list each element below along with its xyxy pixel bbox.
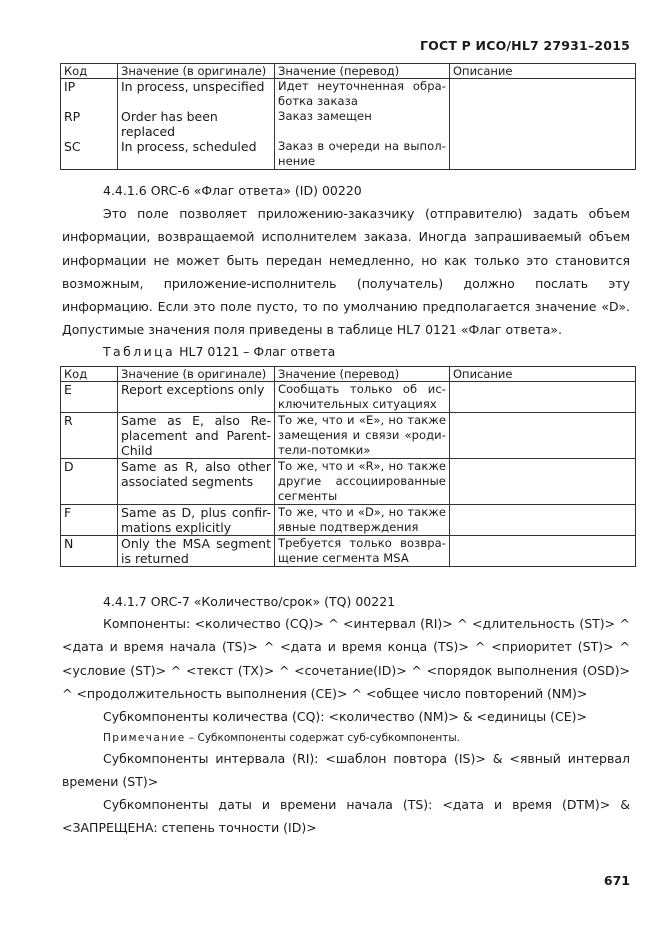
code-cell: R	[61, 413, 118, 459]
table-row	[61, 459, 636, 505]
table-row	[61, 413, 636, 459]
paragraph-start-time: Субкомпоненты даты и времени начала (TS): <дата и время (DTM)> & <ЗАПРЕЩЕНА: степень точности (ID)>	[62, 797, 630, 836]
translation-cell: То же, что и «D», но также явные подтверждения	[275, 505, 450, 536]
description-cell	[450, 139, 636, 170]
column-header: Значение (в оригинале)	[118, 64, 275, 79]
table-row	[61, 505, 636, 536]
code-cell: D	[61, 459, 118, 505]
original-cell: Same as R, also other associated segments	[118, 459, 275, 505]
column-header: Описание	[450, 367, 636, 382]
note-text: – Субкомпоненты содержат суб-субкомпоненты.	[185, 732, 460, 744]
paragraph: Это поле позволяет приложению-заказчику (отправителю) задать объем информации, возвращаемой исполнителем заказа. Иногда запрашиваемый объем информации не может быть передан немедленно, но как только это становится возможным, приложение-исполнитель (получатель) должно послать эту информацию. Если это поле пусто, то по умолчанию предполагается значение «D». Допустимые значения поля приведены в таблице HL7 0121 «Флаг ответа».	[62, 206, 630, 338]
document-header: ГОСТ Р ИСО/HL7 27931–2015	[420, 38, 630, 53]
code-cell: IP	[61, 79, 118, 110]
original-cell: Report exceptions only	[118, 382, 275, 413]
table-row	[61, 536, 636, 567]
translation-cell: Заказ замещен	[275, 109, 450, 139]
section-heading: 4.4.1.6 ORC-6 «Флаг ответа» (ID) 00220	[103, 183, 362, 198]
original-cell: In process, scheduled	[118, 139, 275, 170]
paragraph-interval: Субкомпоненты интервала (RI): <шаблон повтора (IS)> & <явный интервал времени (ST)>	[62, 751, 630, 790]
note	[103, 732, 460, 744]
column-header: Описание	[450, 64, 636, 79]
translation-cell: Требуется только возвра- щение сегмента MSA	[275, 536, 450, 567]
table-row	[61, 79, 636, 110]
description-cell	[450, 536, 636, 567]
description-cell	[450, 505, 636, 536]
response-flag-table	[60, 366, 636, 567]
description-cell	[450, 459, 636, 505]
table-row	[61, 382, 636, 413]
translation-cell: То же, что и «R», но также другие ассоциированные сегменты	[275, 459, 450, 505]
original-cell: Order has been replaced	[118, 109, 275, 139]
code-cell: N	[61, 536, 118, 567]
original-cell: Same as E, also Re- placement and Parent- Child	[118, 413, 275, 459]
table-caption	[103, 344, 335, 359]
table-row	[61, 109, 636, 139]
original-cell: Only the MSA segment is returned	[118, 536, 275, 567]
translation-cell: Сообщать только об ис- ключительных ситуациях	[275, 382, 450, 413]
caption-label: Таблица	[103, 344, 176, 359]
table-header-row	[61, 367, 636, 382]
paragraph-components: Компоненты: <количество (CQ)> ^ <интервал (RI)> ^ <длительность (ST)> ^ <дата и время начала (TS)> ^ <дата и время конца (TS)> ^ <приоритет (ST)> ^ <условие (ST)> ^ <текст (TX)> ^ <сочетание(ID)> ^ <порядок выполнения (OSD)> ^ <продолжительность выполнения (CE)> ^ <общее число повторений (NM)>	[62, 616, 630, 701]
description-cell	[450, 413, 636, 459]
description-cell	[450, 382, 636, 413]
page-number: 671	[603, 873, 630, 888]
description-cell	[450, 79, 636, 110]
translation-cell: То же, что и «E», но также замещения и связи «роди- тели-потомки»	[275, 413, 450, 459]
status-table	[60, 63, 636, 170]
column-header: Код	[61, 64, 118, 79]
code-cell: E	[61, 382, 118, 413]
table-row	[61, 139, 636, 170]
original-cell: In process, unspecified	[118, 79, 275, 110]
caption-text: HL7 0121 – Флаг ответа	[179, 344, 336, 359]
description-cell	[450, 109, 636, 139]
column-header: Значение (перевод)	[275, 367, 450, 382]
code-cell: F	[61, 505, 118, 536]
code-cell: RP	[61, 109, 118, 139]
translation-cell: Заказ в очереди на выпол- нение	[275, 139, 450, 170]
note-label: Примечание	[103, 732, 186, 744]
column-header: Значение (в оригинале)	[118, 367, 275, 382]
column-header: Значение (перевод)	[275, 64, 450, 79]
original-cell: Same as D, plus confir- mations explicitly	[118, 505, 275, 536]
paragraph-quantity: Субкомпоненты количества (CQ): <количество (NM)> & <единицы (CE)>	[103, 709, 587, 724]
column-header: Код	[61, 367, 118, 382]
code-cell: SC	[61, 139, 118, 170]
table-header-row	[61, 64, 636, 79]
translation-cell: Идет неуточненная обра- ботка заказа	[275, 79, 450, 110]
section-heading: 4.4.1.7 ORC-7 «Количество/срок» (TQ) 00221	[103, 594, 396, 609]
